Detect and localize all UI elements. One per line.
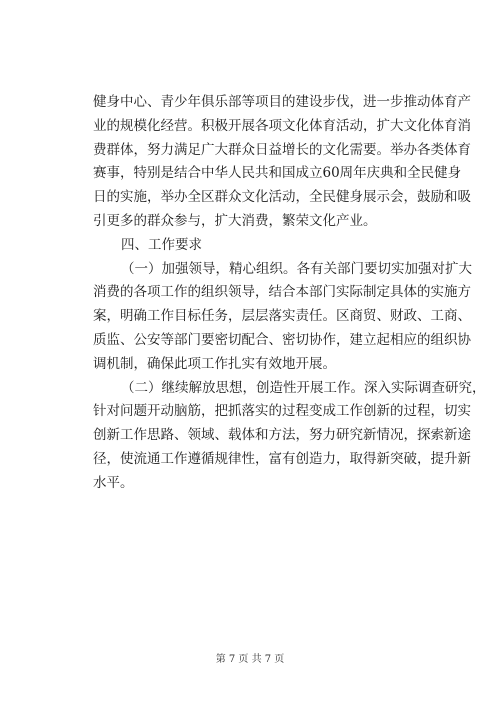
text-line: 质监、公安等部门要密切配合、密切协作，建立起相应的组织协 [93, 331, 471, 348]
text-line: 水平。 [93, 474, 134, 491]
page-footer: 第 7 页 共 7 页 [215, 654, 285, 665]
section-heading: 四、工作要求 [121, 236, 202, 253]
text-line: （一）加强领导，精心组织。各有关部门要切实加强对扩大 [121, 260, 472, 277]
text-line: 案，明确工作目标任务，层层落实责任。区商贸、财政、工商、 [93, 308, 471, 325]
text-line: 费群体，努力满足广大群众日益增长的文化需要。举办各类体育 [93, 141, 471, 158]
text-line: 针对问题开动脑筋，把抓落实的过程变成工作创新的过程，切实 [93, 403, 471, 420]
text-line: 调机制，确保此项工作扎实有效地开展。 [93, 355, 336, 372]
document-body [93, 91, 486, 496]
text-line: 消费的各项工作的组织领导，结合本部门实际制定具体的实施方 [93, 284, 471, 301]
text-line: （二）继续解放思想，创造性开展工作。深入实际调查研究， [121, 379, 486, 396]
text-line: 日的实施，举办全区群众文化活动，全民健身展示会，鼓励和吸 [93, 189, 471, 206]
text-line: 引更多的群众参与，扩大消费，繁荣文化产业。 [93, 212, 377, 229]
text-line: 健身中心、青少年俱乐部等项目的建设步伐，进一步推动体育产 [93, 94, 471, 110]
text-line: 创新工作思路、领域、载体和方法，努力研究新情况，探索新途 [93, 427, 471, 444]
text-line: 径，使流通工作遵循规律性，富有创造力，取得新突破，提升新 [93, 450, 471, 467]
text-line: 赛事，特别是结合中华人民共和国成立60周年庆典和全民健身 [93, 165, 462, 182]
text-line: 业的规模化经营。积极开展各项文化体育活动，扩大文化体育消 [93, 117, 471, 134]
